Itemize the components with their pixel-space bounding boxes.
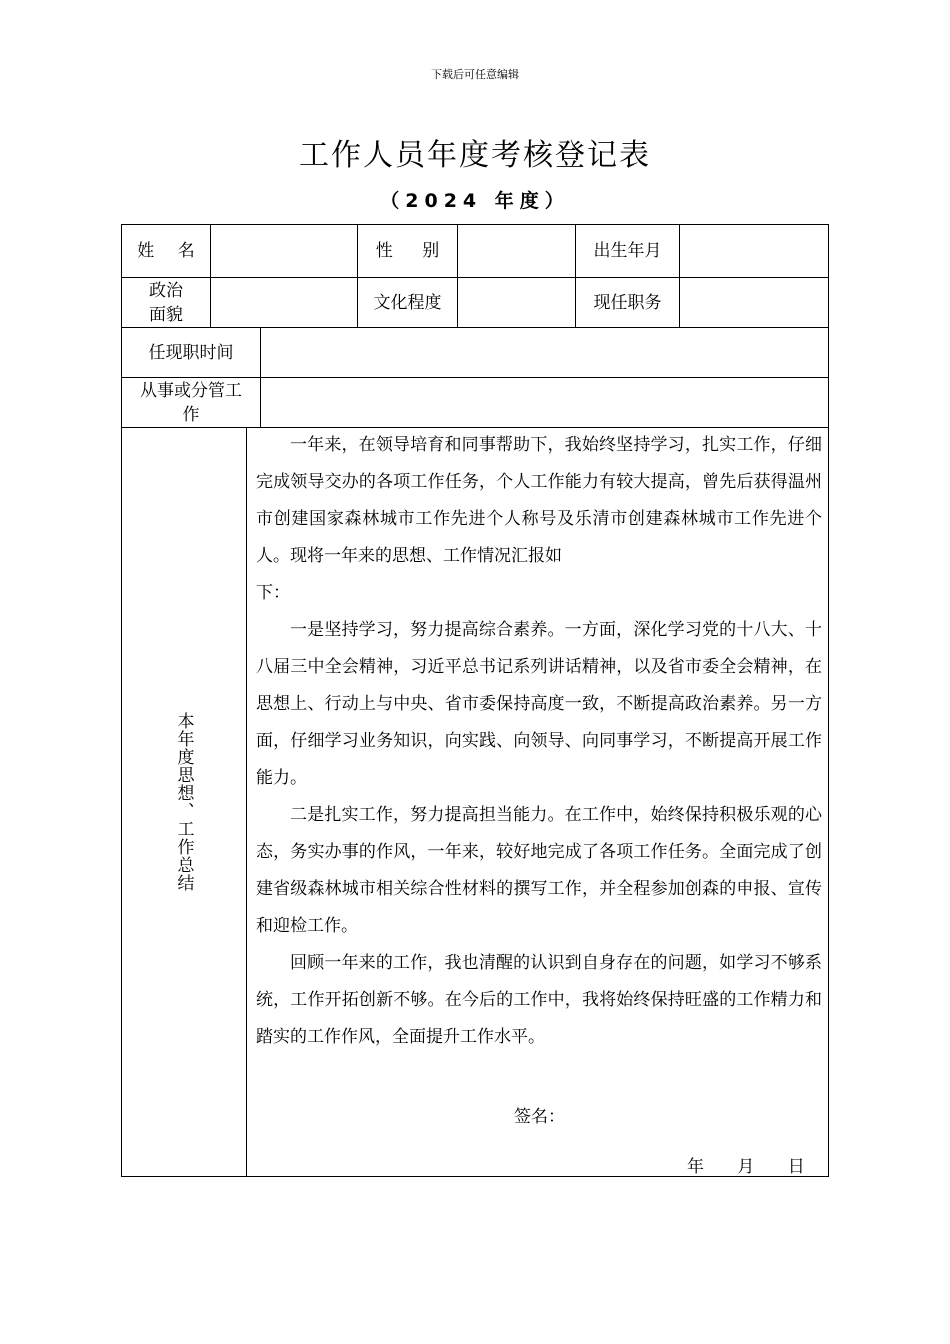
date-label: 年 月 日 [687,1157,805,1177]
signature-label: 签名： [514,1107,565,1127]
duty-field[interactable] [261,378,828,427]
birth-label: 出生年月 [593,241,662,261]
tenure-field[interactable] [261,328,828,377]
page-subtitle: （2024 年度） [380,190,570,212]
summary-paragraph: 二是扎实工作，努力提高担当能力。在工作中，始终保持积极乐观的心态，务实办事的作风，一年来，较好地完成了各项工作任务。全面完成了创建省级森林城市相关综合性材料的撰写工作，并全程参加创森的申报、宣传和迎检工作。 [256,805,822,936]
name-field[interactable] [211,225,357,277]
name-label: 姓 名 [137,241,195,261]
summary-paragraph: 一年来，在领导培育和同事帮助下，我始终坚持学习，扎实工作，仔细完成领导交办的各项工作任务，个人工作能力有较大提高，曾先后获得温州市创建国家森林城市工作先进个人称号及乐清市创建森林城市工作先进个人。现将一年来的思想、工作情况汇报如 [256,435,822,566]
gender-label: 性 别 [375,241,440,261]
page-title: 工作人员年度考核登记表 [299,138,651,173]
education-field[interactable] [458,278,575,327]
col-divider [246,427,247,1177]
political-label: 政治面貌 [149,280,183,325]
summary-paragraph: 下： [256,583,290,603]
tenure-label: 任现职时间 [148,342,234,363]
header-note: 下载后可任意编辑 [431,68,519,81]
birth-field[interactable] [680,225,828,277]
summary-paragraph: 一是坚持学习，努力提高综合素养。一方面，深化学习党的十八大、十八届三中全会精神，习近平总书记系列讲话精神，以及省市委全会精神，在思想上、行动上与中央、省市委保持高度一致，不断提高政治素养。另一方面，仔细学习业务知识，向实践、向领导、向同事学习，不断提高开展工作能力。 [256,620,822,788]
summary-paragraph: 回顾一年来的工作，我也清醒的认识到自身存在的问题，如学习不够系统，工作开拓创新不够。在今后的工作中，我将始终保持旺盛的工作精力和踏实的工作作风，全面提升工作水平。 [256,953,822,1047]
gender-field[interactable] [458,225,575,277]
summary-text[interactable] [256,427,822,1056]
duty-label: 从事或分管工作 [140,380,242,425]
position-label: 现任职务 [593,292,662,313]
summary-label: 本年度思想、工作总结 [173,712,194,892]
position-field[interactable] [680,278,828,327]
political-field[interactable] [211,278,357,327]
education-label: 文化程度 [373,292,442,313]
